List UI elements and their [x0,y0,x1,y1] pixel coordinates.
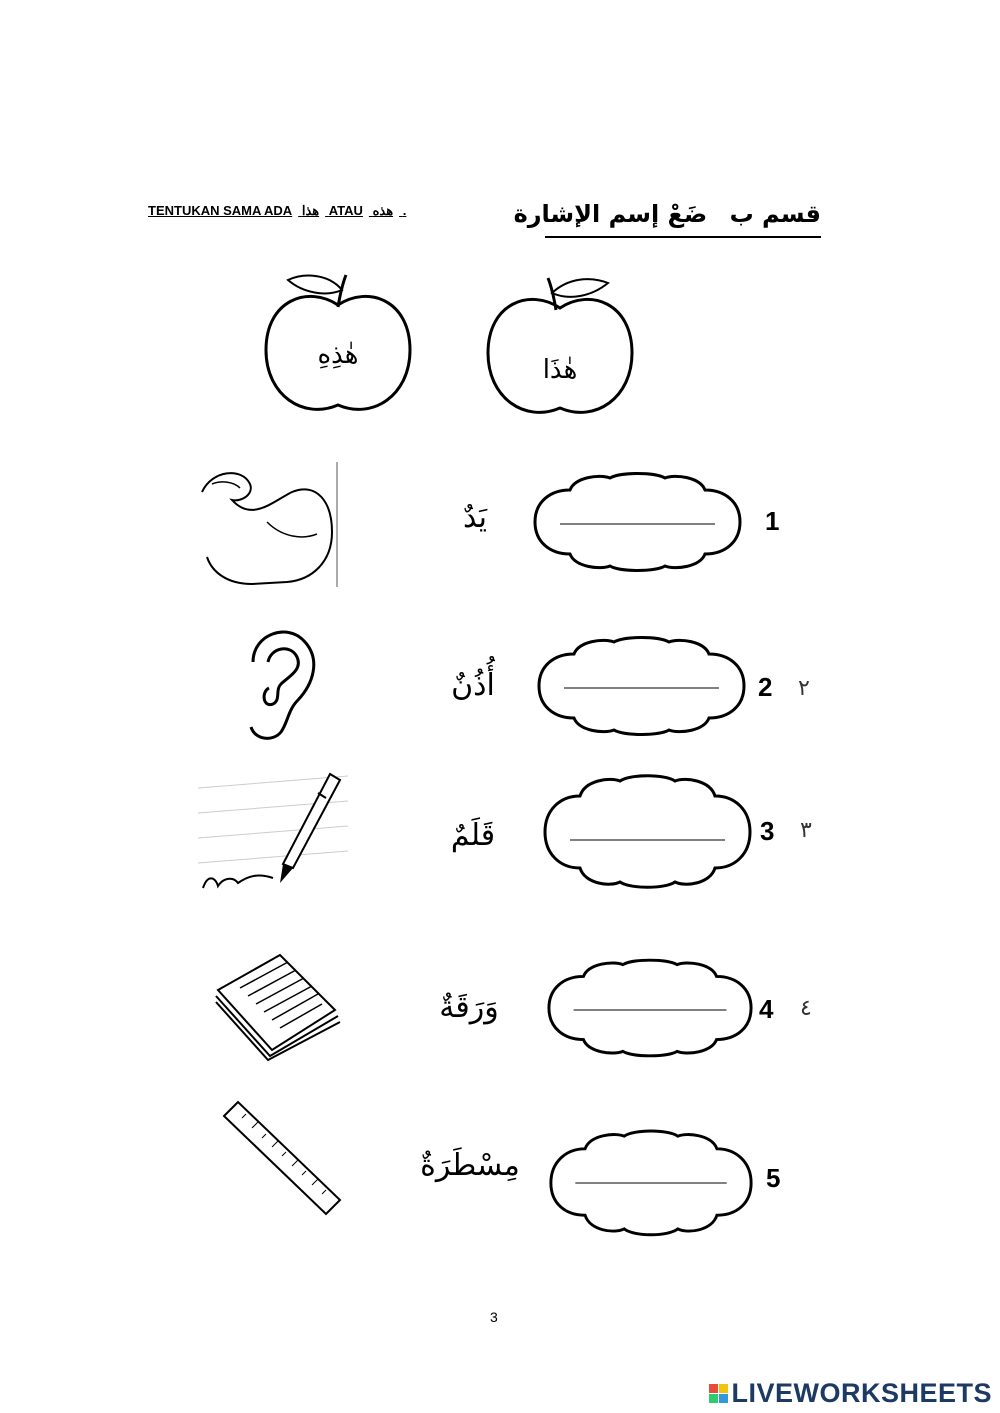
question-word-3: قَلَمٌ [450,818,496,853]
section-label: قسم ب [729,200,821,228]
logo-tile [709,1384,718,1393]
question-number-2: 2 [758,672,773,702]
apple-icon [480,268,640,428]
answer-frame-1[interactable] [530,472,745,572]
answer-frame-4[interactable] [544,958,756,1058]
question-number-3: 3 [760,816,775,846]
brand-logo-icon [709,1384,728,1403]
question-number-4: 4 [759,994,774,1024]
cropped-glyph-3: ٣ [800,818,812,843]
cropped-glyph-4: ٤ [800,996,812,1021]
section-heading [513,200,821,238]
cropped-glyph-2: ٢ [798,676,810,701]
page-number: 3 [490,1309,498,1325]
question-word-4: وَرَقَةٌ [439,990,499,1025]
ruler-icon [216,1098,346,1218]
question-word-5: مِسْطَرَةٌ [420,1148,520,1183]
question-number-5: 5 [766,1163,781,1193]
answer-frame-3[interactable] [540,774,755,889]
question-word-1: يَدٌ [462,500,488,535]
logo-tile [709,1394,718,1403]
example-word-hadha: هٰذَا [542,355,578,385]
brand-text: LIVEWORKSHEETS [731,1378,992,1408]
ear-icon [233,622,323,742]
brand-logo[interactable] [709,1378,992,1409]
instruction-text: TENTUKAN SAMA ADA هذا ATAU هذه . [148,203,407,218]
pen-icon [198,768,348,893]
question-word-2: أُذُنٌ [451,668,495,703]
paper-icon [210,950,345,1060]
logo-tile [719,1384,728,1393]
answer-frame-5[interactable] [546,1128,756,1238]
question-number-1: 1 [765,506,780,536]
logo-tile [719,1394,728,1403]
answer-frame-2[interactable] [534,636,749,736]
arm-icon [192,462,342,587]
example-word-hadhihi: هٰذِهِ [317,340,359,370]
task-label: ضَعْ إسم الإشارة [513,200,708,228]
